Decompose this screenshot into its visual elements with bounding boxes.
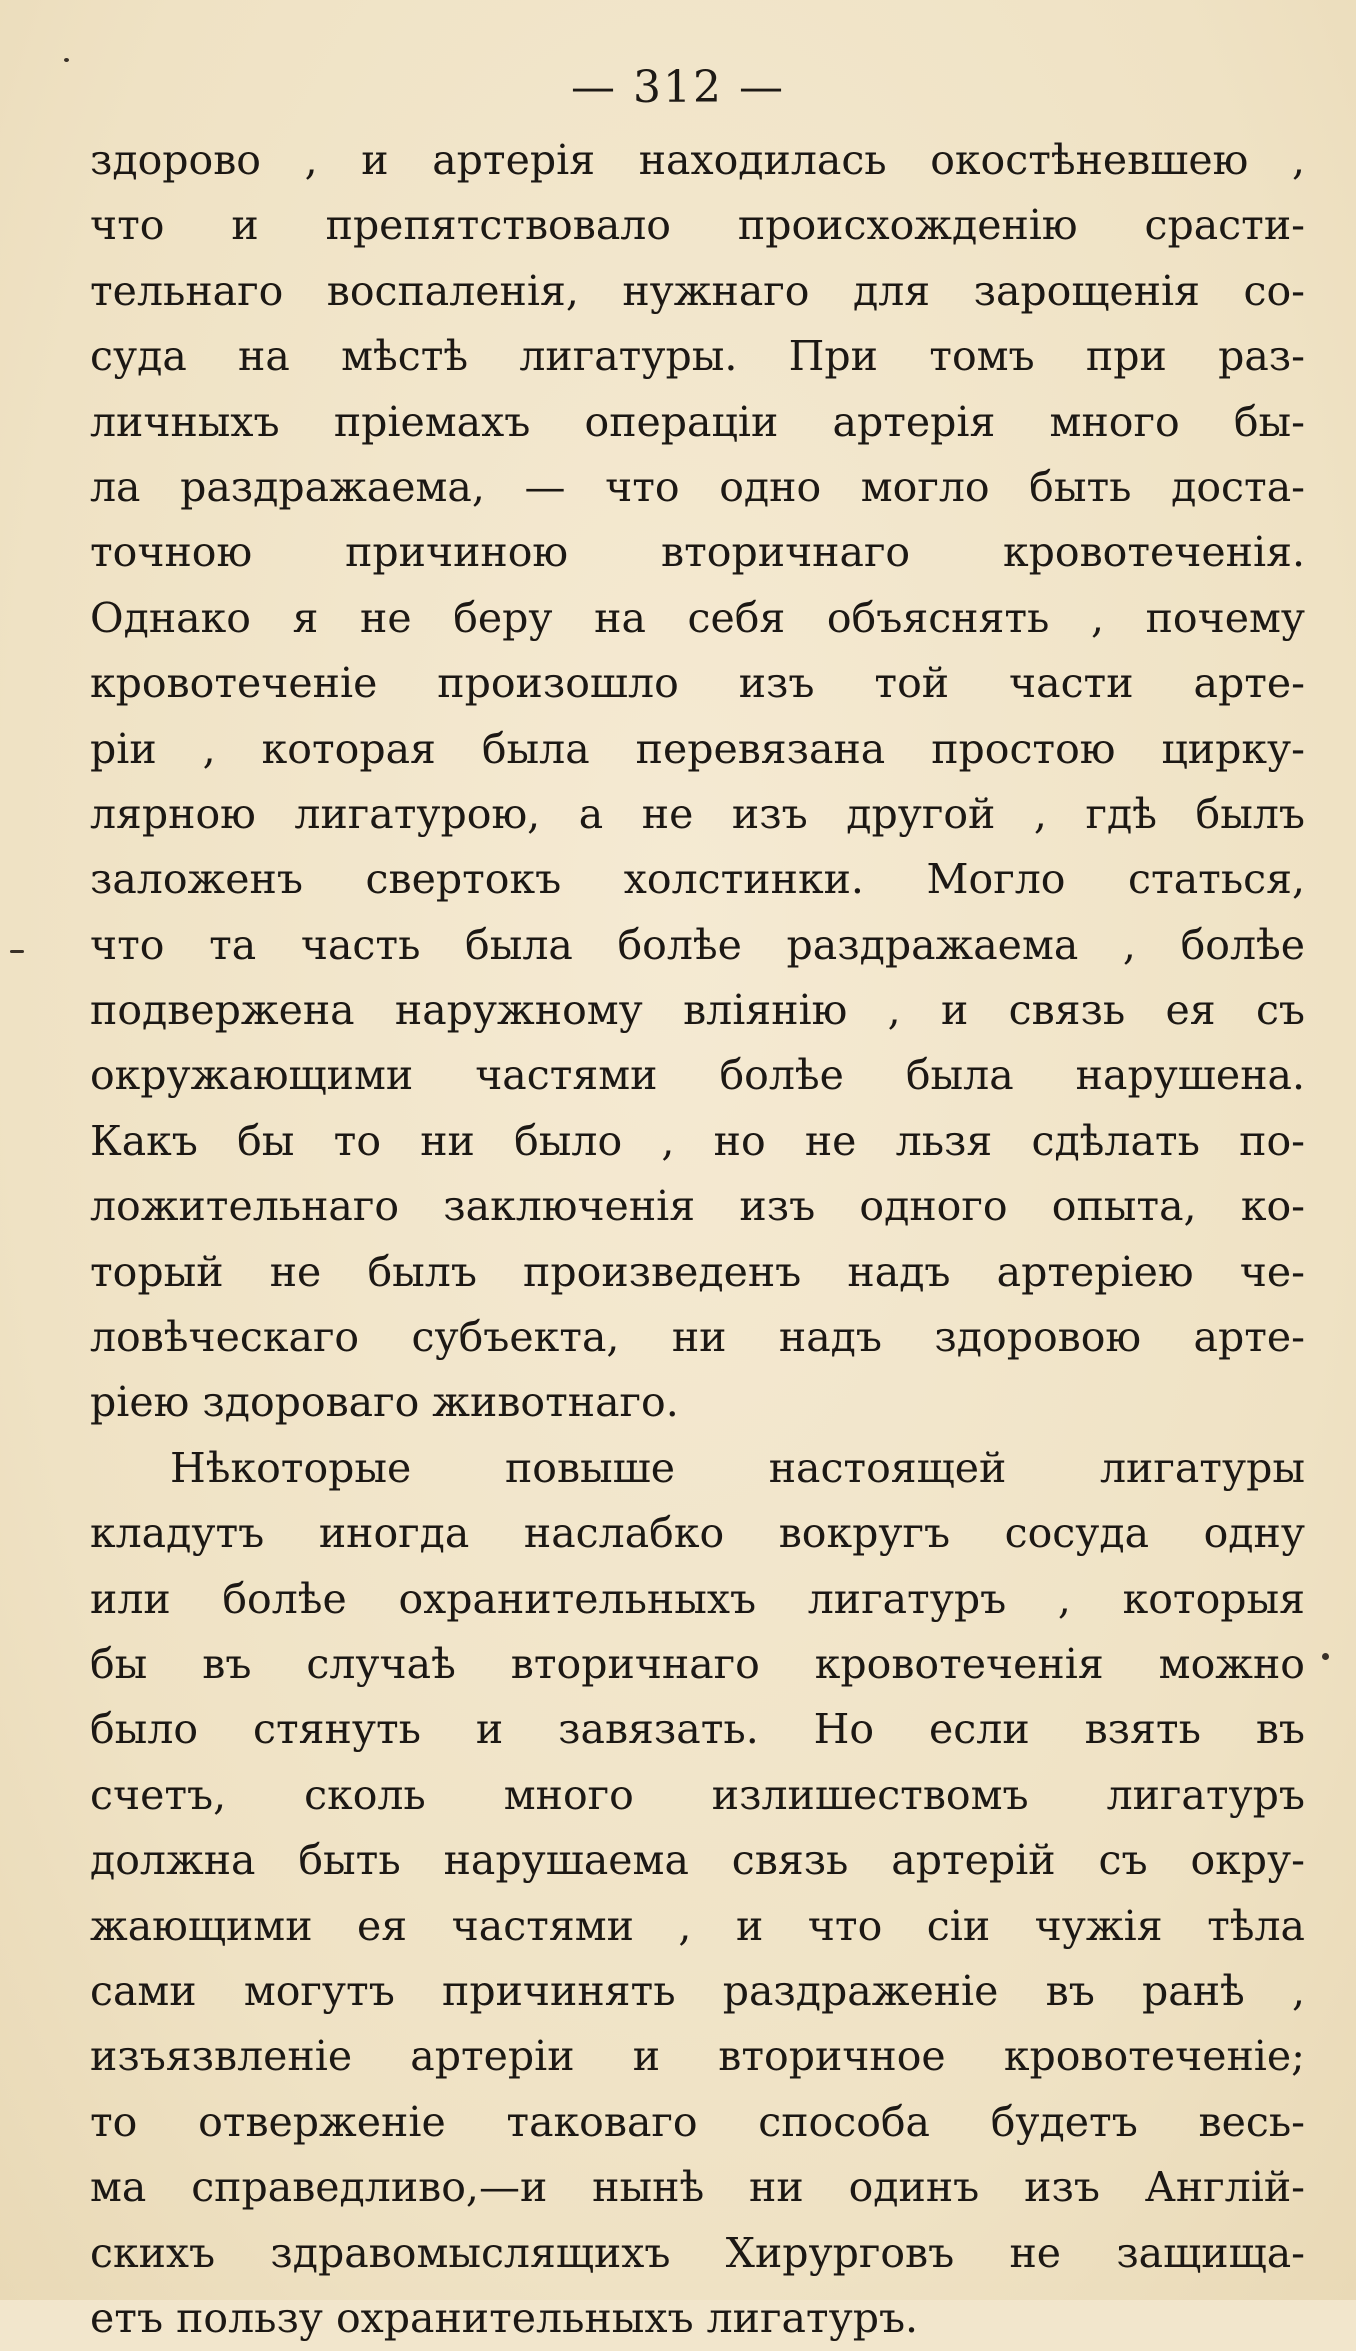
ink-speck bbox=[1322, 1653, 1329, 1660]
text-line: Какъ бы то ни было , но не льзя сдѣлать по- bbox=[90, 1116, 1305, 1165]
text-line: бы въ случаѣ вторичнаго кровотеченія можно bbox=[90, 1639, 1305, 1688]
text-line: что и препятствовало происхожденію срасти- bbox=[90, 201, 1305, 250]
text-line: точною причиною вторичнаго кровотеченія. bbox=[90, 528, 1305, 577]
text-line: кладутъ иногда наслабко вокругъ сосуда одну bbox=[90, 1509, 1305, 1558]
text-line: изъязвленіе артеріи и вторичное кровотеченіе; bbox=[90, 2032, 1305, 2081]
text-line: или болѣе охранительныхъ лигатуръ , которыя bbox=[90, 1574, 1305, 1623]
text-line: что та часть была болѣе раздражаема , болѣе bbox=[90, 920, 1305, 969]
text-line: должна быть нарушаема связь артерій съ окру- bbox=[90, 1836, 1305, 1885]
text-line: ловѣческаго субъекта, ни надъ здоровою арте- bbox=[90, 1313, 1305, 1362]
text-line: заложенъ свертокъ холстинки. Могло статься, bbox=[90, 855, 1305, 904]
text-line: подвержена наружному вліянію , и связь ея съ bbox=[90, 986, 1305, 1035]
text-line: тельнаго воспаленія, нужнаго для зарощенія со- bbox=[90, 266, 1305, 315]
text-line: было стянуть и завязать. Но если взять въ bbox=[90, 1705, 1305, 1754]
text-line: лярною лигатурою, а не изъ другой , гдѣ былъ bbox=[90, 789, 1305, 838]
text-line: ложительнаго заключенія изъ одного опыта, ко- bbox=[90, 1182, 1305, 1231]
text-line: ла раздражаема, — что одно могло быть доста- bbox=[90, 462, 1305, 511]
text-line: ріи , которая была перевязана простою цирку- bbox=[90, 724, 1305, 773]
ink-speck bbox=[10, 950, 24, 953]
text-line: то отверженіе таковаго способа будетъ весь- bbox=[90, 2097, 1305, 2146]
text-line: счетъ, сколь много излишествомъ лигатуръ bbox=[90, 1770, 1305, 1819]
text-line: Однако я не беру на себя объяснять , почему bbox=[90, 593, 1305, 642]
text-line: суда на мѣстѣ лигатуры. При томъ при раз- bbox=[90, 332, 1305, 381]
body-text bbox=[90, 128, 1305, 2351]
text-line: жающими ея частями , и что сіи чужія тѣла bbox=[90, 1901, 1305, 1950]
paragraph-first-line: Нѣкоторые повыше настоящей лигатуры bbox=[170, 1443, 1305, 1492]
text-line: ма справедливо,—и нынѣ ни одинъ изъ Англій- bbox=[90, 2163, 1305, 2212]
paragraph-end-line: ріею здороваго животнаго. bbox=[90, 1378, 679, 1427]
text-line: скихъ здравомыслящихъ Хирурговъ не защища- bbox=[90, 2228, 1305, 2277]
page-number: — 312 — bbox=[571, 62, 785, 113]
text-line: торый не былъ произведенъ надъ артеріею че- bbox=[90, 1247, 1305, 1296]
text-line: окружающими частями болѣе была нарушена. bbox=[90, 1051, 1305, 1100]
text-line: сами могутъ причинять раздраженіе въ ранѣ , bbox=[90, 1966, 1305, 2015]
text-line: кровотеченіе произошло изъ той части арте- bbox=[90, 659, 1305, 708]
text-line: личныхъ пріемахъ операціи артерія много бы- bbox=[90, 397, 1305, 446]
paragraph-end-line: етъ пользу охранительныхъ лигатуръ. bbox=[90, 2293, 919, 2342]
text-line: здорово , и артерія находилась окостѣневшею , bbox=[90, 136, 1305, 184]
